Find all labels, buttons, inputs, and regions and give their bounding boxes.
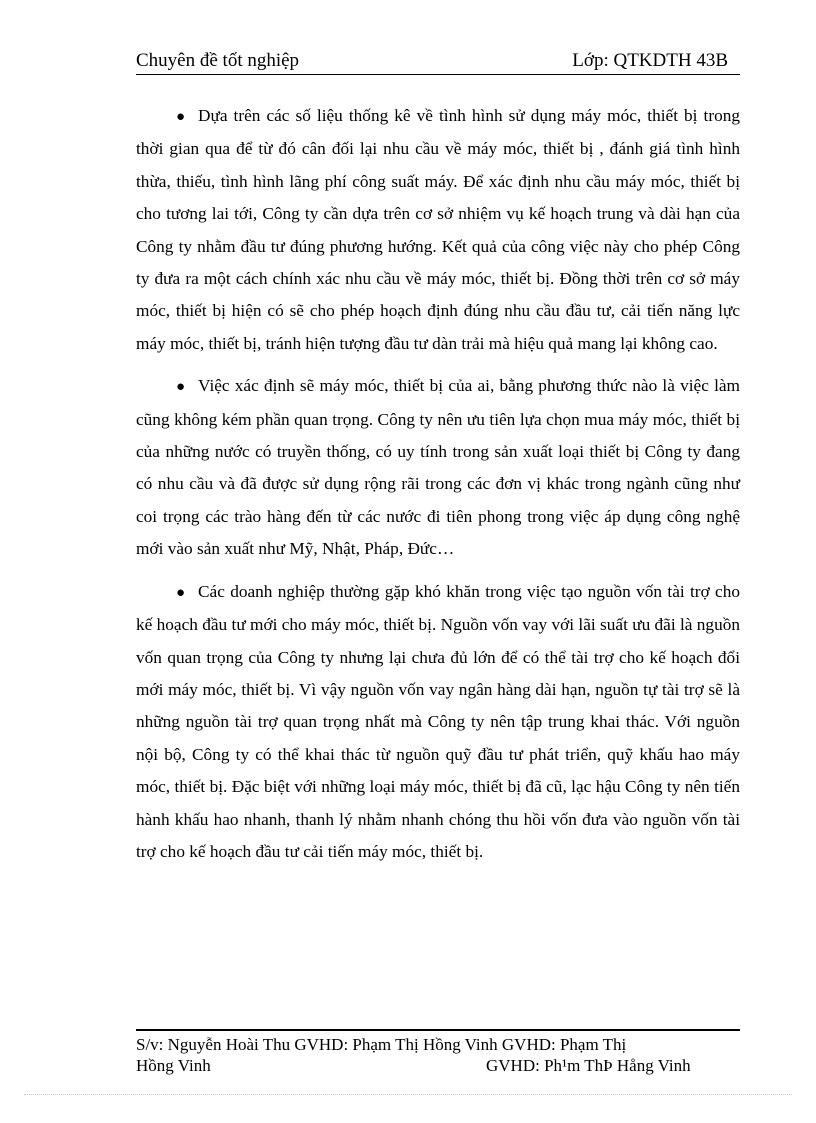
footer-name-continued: Hồng Vinh	[136, 1056, 211, 1075]
page-edge-divider	[24, 1094, 792, 1095]
bullet-icon: ●	[176, 584, 186, 601]
footer-student-text: S/v: Nguyễn Hoài Thu GVHD: Phạm Thị Hồng Vinh GVHD: Phạm Thị	[136, 1035, 627, 1054]
paragraph	[136, 576, 740, 869]
header-class: Lớp: QTKDTH 43B	[572, 50, 728, 71]
bullet-icon: ●	[176, 109, 186, 125]
footer-line-2	[136, 1055, 740, 1076]
bullet-icon: ●	[176, 379, 186, 396]
page-footer	[136, 1034, 740, 1076]
paragraph	[136, 100, 740, 360]
footer-divider	[136, 1029, 740, 1031]
header-title: Chuyên đề tốt nghiệp	[136, 50, 300, 71]
paragraph	[136, 370, 740, 565]
footer-line-1	[136, 1034, 740, 1055]
footer-advisor-garbled: GVHD: Ph¹m ThÞ Hång Vinh	[486, 1056, 691, 1075]
page-header	[136, 48, 740, 75]
document-body	[136, 100, 740, 878]
paragraph-text: Các doanh nghiệp thường gặp khó khăn trong việc tạo nguồn vốn tài trợ cho kế hoạch đầu tư mới cho máy móc, thiết bị. Nguồn vốn vay với lãi suất ưu đãi là nguồn vốn quan trọng của Công ty nhưng lại chưa đủ lớn để có thể tài trợ cho kế hoạch đổi mới máy móc, thiết bị. Vì vậy nguồn vốn vay ngân hàng dài hạn, nguồn tự tài trợ sẽ là những nguồn tài trợ quan trọng nhất mà Công ty nên tập trung khai thác. Với nguồn nội bộ, Công ty có thể khai thác từ nguồn quỹ đầu tư phát triển, quỹ khấu hao máy móc, thiết bị. Đặc biệt với những loại máy móc, thiết bị đã cũ, lạc hậu Công ty nên tiến hành khấu hao nhanh, thanh lý nhằm nhanh chóng thu hồi vốn đưa vào nguồn vốn tài trợ cho kế hoạch đầu tư cải tiến máy móc, thiết bị.	[136, 581, 740, 861]
paragraph-text: Dựa trên các số liệu thống kê về tình hình sử dụng máy móc, thiết bị trong thời gian qua để từ đó cân đối lại nhu cầu về máy móc, thiết bị , đánh giá tình hình thừa, thiếu, tình hình lãng phí công suất máy. Để xác định nhu cầu máy móc, thiết bị cho tương lai tới, Công ty cần dựa trên cơ sở nhiệm vụ kế hoạch trung và dài hạn của Công ty nhằm đầu tư đúng phương hướng. Kết quả của công việc này cho phép Công ty đưa ra một cách chính xác nhu cầu về máy móc, thiết bị. Đồng thời trên cơ sở máy móc, thiết bị hiện có sẽ cho phép hoạch định đúng nhu cầu đầu tư, cải tiến năng lực máy móc, thiết bị, tránh hiện tượng đầu tư dàn trải mà hiệu quả mang lại không cao.	[136, 106, 740, 353]
paragraph-text: Việc xác định sẽ máy móc, thiết bị của ai, bằng phương thức nào là việc làm cũng không kém phần quan trọng. Công ty nên ưu tiên lựa chọn mua máy móc, thiết bị của những nước có truyền thống, có uy tính trong sản xuất loại thiết bị Công ty đang có nhu cầu và đã được sử dụng rộng rãi trong các đơn vị khác trong ngành cũng như coi trọng các trào hàng đến từ các nước đi tiên phong trong việc áp dụng công nghệ mới vào sản xuất như Mỹ, Nhật, Pháp, Đức…	[136, 376, 740, 559]
